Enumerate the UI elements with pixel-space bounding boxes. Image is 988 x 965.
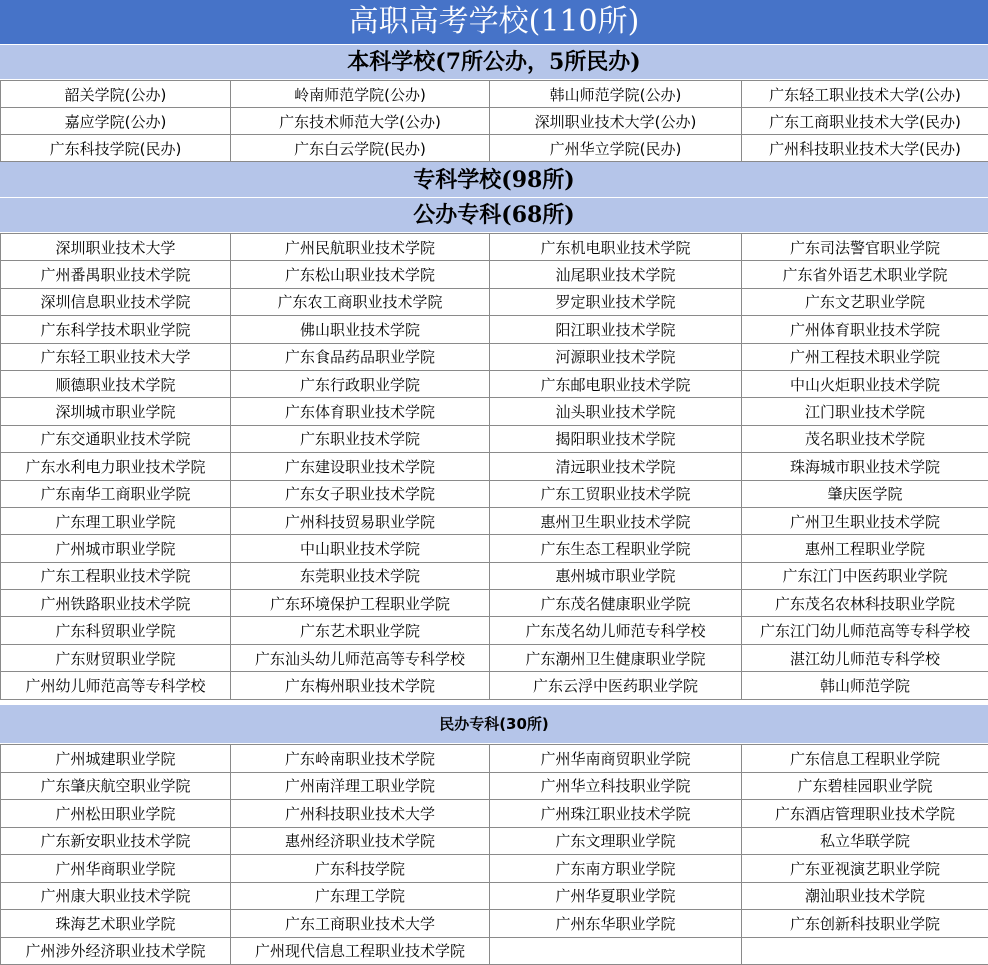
school-cell: 广州番禺职业技术学院 (1, 261, 231, 288)
school-cell: 广东农工商职业技术学院 (231, 288, 490, 315)
table-row (1, 234, 988, 261)
table-row (1, 827, 988, 855)
school-cell: 广州科技职业技术大学 (231, 800, 490, 828)
table-row (1, 343, 988, 370)
school-cell (742, 937, 988, 965)
school-cell: 广州华立学院(民办) (490, 135, 742, 162)
school-cell: 广东文理职业学院 (490, 827, 742, 855)
school-cell: 广东科技学院 (231, 855, 490, 883)
table-row (1, 562, 988, 589)
school-cell: 广东轻工职业技术大学 (1, 343, 231, 370)
school-cell: 广东水利电力职业技术学院 (1, 453, 231, 480)
table-row (1, 288, 988, 315)
school-cell: 岭南师范学院(公办) (231, 81, 490, 108)
school-cell: 广东工程职业技术学院 (1, 562, 231, 589)
school-cell: 广州铁路职业技术学院 (1, 590, 231, 617)
school-cell: 罗定职业技术学院 (490, 288, 742, 315)
school-cell: 深圳职业技术大学 (1, 234, 231, 261)
school-cell: 广州涉外经济职业技术学院 (1, 937, 231, 965)
school-cell: 广东岭南职业技术学院 (231, 745, 490, 773)
public-junior-heading: 公办专科(68所) (0, 198, 988, 233)
school-cell: 广东肇庆航空职业学院 (1, 772, 231, 800)
table-row (1, 108, 988, 135)
school-cell: 东莞职业技术学院 (231, 562, 490, 589)
school-cell: 珠海城市职业技术学院 (742, 453, 988, 480)
undergrad-heading: 本科学校(7所公办，5所民办) (0, 45, 988, 80)
table-row (1, 81, 988, 108)
school-cell: 惠州经济职业技术学院 (231, 827, 490, 855)
table-row (1, 453, 988, 480)
school-cell: 广东创新科技职业学院 (742, 910, 988, 938)
school-cell: 广东云浮中医药职业学院 (490, 672, 742, 699)
table-row (1, 316, 988, 343)
school-cell: 广东碧桂园职业学院 (742, 772, 988, 800)
school-cell: 惠州工程职业学院 (742, 535, 988, 562)
table-row (1, 507, 988, 534)
table-row (1, 135, 988, 162)
school-cell: 广东江门幼儿师范高等专科学校 (742, 617, 988, 644)
school-cell: 广东机电职业技术学院 (490, 234, 742, 261)
school-cell: 广东汕头幼儿师范高等专科学校 (231, 644, 490, 671)
school-cell: 广州体育职业技术学院 (742, 316, 988, 343)
school-cell: 深圳信息职业技术学院 (1, 288, 231, 315)
school-cell: 广东茂名农林科技职业学院 (742, 590, 988, 617)
school-cell: 广州珠江职业技术学院 (490, 800, 742, 828)
school-cell: 惠州城市职业学院 (490, 562, 742, 589)
public-junior-table (0, 233, 988, 700)
table-row (1, 910, 988, 938)
school-cell: 广东艺术职业学院 (231, 617, 490, 644)
private-junior-table (0, 744, 988, 965)
school-cell: 广州幼儿师范高等专科学校 (1, 672, 231, 699)
school-cell: 江门职业技术学院 (742, 398, 988, 425)
school-cell: 广东新安职业技术学院 (1, 827, 231, 855)
school-cell: 广州东华职业学院 (490, 910, 742, 938)
school-cell: 湛江幼儿师范专科学校 (742, 644, 988, 671)
table-row (1, 480, 988, 507)
school-cell: 广东科技学院(民办) (1, 135, 231, 162)
school-cell: 广东理工学院 (231, 882, 490, 910)
school-cell: 广州民航职业技术学院 (231, 234, 490, 261)
school-cell: 广东工商职业技术大学(民办) (742, 108, 988, 135)
school-cell: 广东职业技术学院 (231, 425, 490, 452)
school-cell: 广东省外语艺术职业学院 (742, 261, 988, 288)
table-row (1, 261, 988, 288)
school-cell: 广东建设职业技术学院 (231, 453, 490, 480)
private-junior-heading: 民办专科(30所) (0, 705, 988, 744)
junior-heading: 专科学校(98所) (0, 162, 988, 198)
school-cell: 广东食品药品职业学院 (231, 343, 490, 370)
table-row (1, 590, 988, 617)
school-cell (490, 937, 742, 965)
school-cell: 广东南方职业学院 (490, 855, 742, 883)
school-cell: 广州科技贸易职业学院 (231, 507, 490, 534)
table-row (1, 398, 988, 425)
school-cell: 广东理工职业学院 (1, 507, 231, 534)
school-cell: 广东生态工程职业学院 (490, 535, 742, 562)
table-row (1, 800, 988, 828)
school-cell: 广东体育职业技术学院 (231, 398, 490, 425)
school-cell: 韶关学院(公办) (1, 81, 231, 108)
school-cell: 深圳职业技术大学(公办) (490, 108, 742, 135)
table-row (1, 772, 988, 800)
school-cell: 佛山职业技术学院 (231, 316, 490, 343)
school-cell: 揭阳职业技术学院 (490, 425, 742, 452)
school-cell: 广州城市职业学院 (1, 535, 231, 562)
school-cell: 广东科学技术职业学院 (1, 316, 231, 343)
school-cell: 广州华商职业学院 (1, 855, 231, 883)
school-cell: 惠州卫生职业技术学院 (490, 507, 742, 534)
school-cell: 广东邮电职业技术学院 (490, 370, 742, 397)
school-cell: 广州城建职业学院 (1, 745, 231, 773)
school-cell: 广东南华工商职业学院 (1, 480, 231, 507)
table-row (1, 535, 988, 562)
table-row (1, 855, 988, 883)
school-cell: 广州华立科技职业学院 (490, 772, 742, 800)
school-cell: 广东梅州职业技术学院 (231, 672, 490, 699)
undergrad-table (0, 80, 988, 162)
table-row (1, 882, 988, 910)
school-cell: 韩山师范学院 (742, 672, 988, 699)
school-cell: 广东交通职业技术学院 (1, 425, 231, 452)
school-cell: 河源职业技术学院 (490, 343, 742, 370)
school-cell: 广州科技职业技术大学(民办) (742, 135, 988, 162)
table-row (1, 425, 988, 452)
school-cell: 广东白云学院(民办) (231, 135, 490, 162)
school-cell: 广东松山职业技术学院 (231, 261, 490, 288)
school-cell: 广东茂名幼儿师范专科学校 (490, 617, 742, 644)
school-cell: 广东酒店管理职业技术学院 (742, 800, 988, 828)
school-cell: 中山火炬职业技术学院 (742, 370, 988, 397)
school-cell: 广东技术师范大学(公办) (231, 108, 490, 135)
school-cell: 茂名职业技术学院 (742, 425, 988, 452)
school-cell: 广州卫生职业技术学院 (742, 507, 988, 534)
school-cell: 广州现代信息工程职业技术学院 (231, 937, 490, 965)
school-cell: 广州华夏职业学院 (490, 882, 742, 910)
table-row (1, 937, 988, 965)
school-cell: 广州华南商贸职业学院 (490, 745, 742, 773)
school-cell: 珠海艺术职业学院 (1, 910, 231, 938)
school-cell: 嘉应学院(公办) (1, 108, 231, 135)
table-row (1, 672, 988, 699)
school-cell: 深圳城市职业学院 (1, 398, 231, 425)
school-cell: 广东行政职业学院 (231, 370, 490, 397)
school-cell: 广东财贸职业学院 (1, 644, 231, 671)
table-row (1, 370, 988, 397)
school-cell: 广东江门中医药职业学院 (742, 562, 988, 589)
school-cell: 广东文艺职业学院 (742, 288, 988, 315)
school-cell: 肇庆医学院 (742, 480, 988, 507)
table-row (1, 644, 988, 671)
table-row (1, 745, 988, 773)
school-cell: 广东潮州卫生健康职业学院 (490, 644, 742, 671)
page-title: 高职高考学校(110所) (0, 0, 988, 45)
school-cell: 广州松田职业学院 (1, 800, 231, 828)
school-cell: 广州康大职业技术学院 (1, 882, 231, 910)
school-cell: 清远职业技术学院 (490, 453, 742, 480)
school-cell: 广东司法警官职业学院 (742, 234, 988, 261)
school-cell: 广东工贸职业技术学院 (490, 480, 742, 507)
school-cell: 广东轻工职业技术大学(公办) (742, 81, 988, 108)
school-cell: 汕头职业技术学院 (490, 398, 742, 425)
school-cell: 广州南洋理工职业学院 (231, 772, 490, 800)
school-cell: 广东茂名健康职业学院 (490, 590, 742, 617)
school-cell: 广东工商职业技术大学 (231, 910, 490, 938)
school-cell: 顺德职业技术学院 (1, 370, 231, 397)
school-cell: 广东环境保护工程职业学院 (231, 590, 490, 617)
school-cell: 广东女子职业技术学院 (231, 480, 490, 507)
school-cell: 阳江职业技术学院 (490, 316, 742, 343)
school-cell: 私立华联学院 (742, 827, 988, 855)
school-cell: 中山职业技术学院 (231, 535, 490, 562)
school-cell: 广东科贸职业学院 (1, 617, 231, 644)
school-cell: 广州工程技术职业学院 (742, 343, 988, 370)
school-cell: 韩山师范学院(公办) (490, 81, 742, 108)
school-cell: 广东信息工程职业学院 (742, 745, 988, 773)
school-cell: 广东亚视演艺职业学院 (742, 855, 988, 883)
school-cell: 汕尾职业技术学院 (490, 261, 742, 288)
table-row (1, 617, 988, 644)
school-cell: 潮汕职业技术学院 (742, 882, 988, 910)
